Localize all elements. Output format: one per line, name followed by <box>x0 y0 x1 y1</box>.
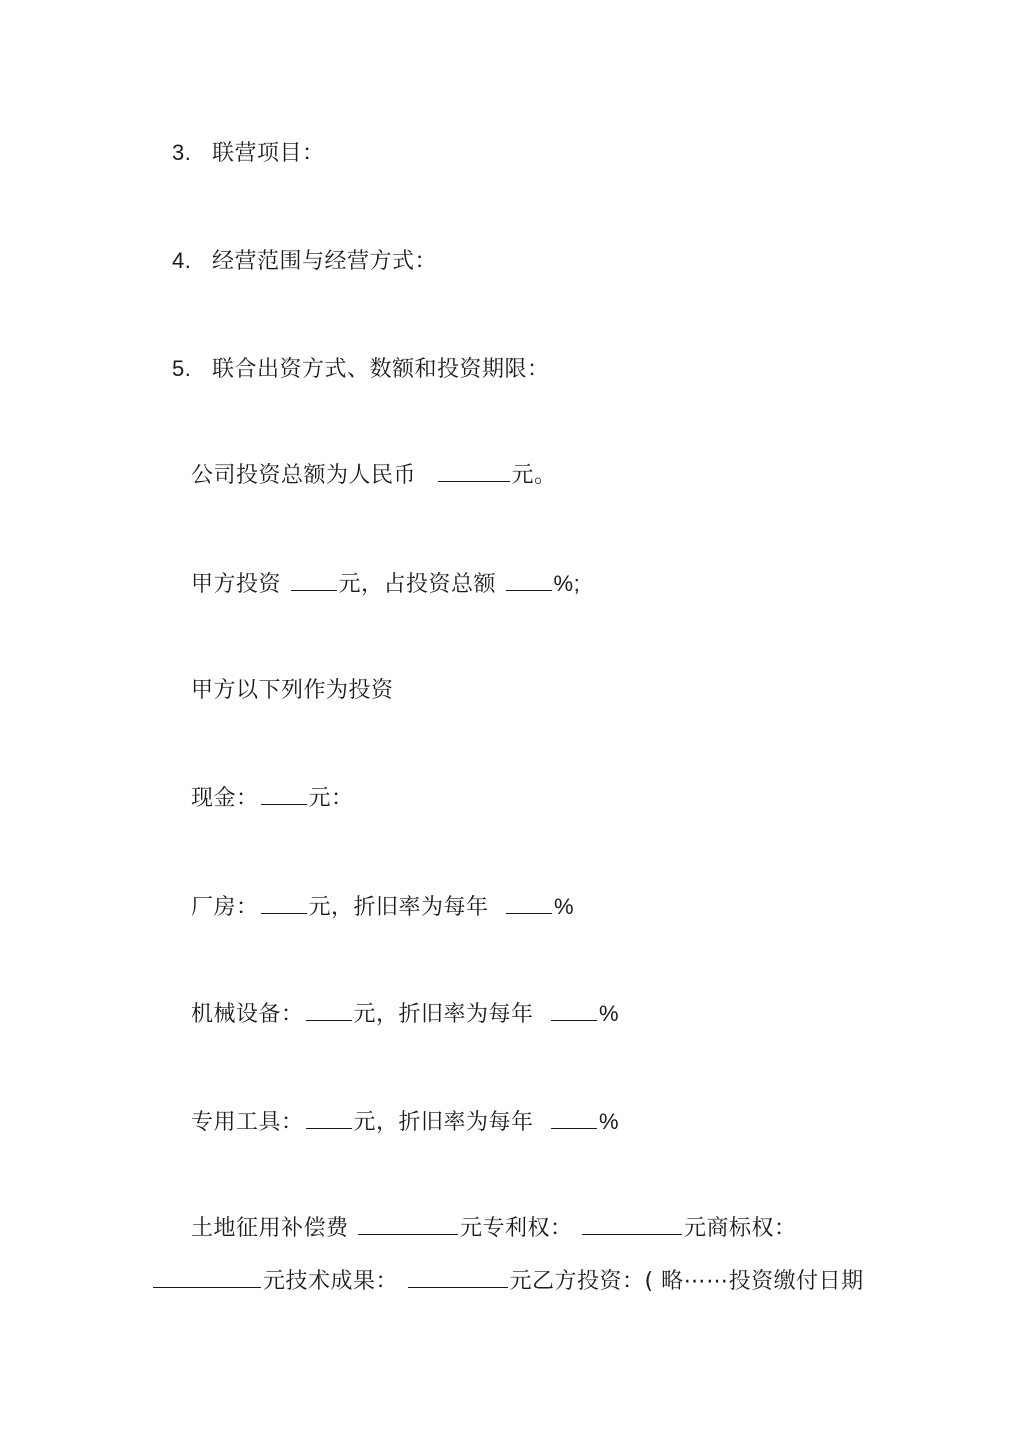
factory-line <box>191 892 574 923</box>
machinery-rate-blank[interactable] <box>551 1000 597 1021</box>
total-investment-unit: 元。 <box>511 463 557 488</box>
party-a-percent-blank[interactable] <box>506 570 552 591</box>
party-a-label: 甲方投资 <box>191 572 282 597</box>
party-a-share-label: 元，占投资总额 <box>338 572 497 597</box>
land-blank[interactable] <box>358 1214 458 1235</box>
machinery-depreciation-label: 元，折旧率为每年 <box>353 1002 534 1027</box>
machinery-percent-sign: % <box>599 1001 620 1026</box>
tech-label: 元技术成果： <box>263 1269 399 1294</box>
tools-amount-blank[interactable] <box>306 1108 352 1129</box>
trademark-label: 元商标权： <box>684 1216 797 1241</box>
factory-percent-sign: % <box>554 894 575 919</box>
land-label: 土地征用补偿费 <box>191 1216 349 1241</box>
item-text: 联合出资方式、数额和投资期限： <box>212 357 550 382</box>
total-investment-blank[interactable] <box>438 461 510 482</box>
land-line <box>191 1214 797 1244</box>
machinery-label: 机械设备： <box>191 1002 304 1027</box>
party-a-items-heading-text: 甲方以下列作为投资 <box>191 678 394 703</box>
payment-note: ( 略⋯⋯投资缴付日期 <box>644 1269 864 1294</box>
tech-line <box>153 1267 864 1297</box>
party-b-label: 元乙方投资： <box>509 1269 645 1294</box>
item-4 <box>172 246 437 277</box>
item-5 <box>172 354 550 385</box>
tech-blank[interactable] <box>408 1267 508 1288</box>
cash-line <box>191 784 354 814</box>
party-a-items-heading <box>191 676 394 706</box>
item-text: 联营项目： <box>212 141 325 166</box>
party-a-amount-blank[interactable] <box>291 570 337 591</box>
tools-depreciation-label: 元，折旧率为每年 <box>353 1110 534 1135</box>
tools-line <box>191 1107 619 1138</box>
machinery-line <box>191 999 619 1030</box>
factory-amount-blank[interactable] <box>261 893 307 914</box>
factory-label: 厂房： <box>191 895 259 920</box>
item-number: 4. <box>172 248 192 273</box>
total-investment-line <box>191 461 557 491</box>
party-a-investment-line <box>191 569 580 600</box>
item-3 <box>172 138 325 169</box>
tools-percent-sign: % <box>599 1109 620 1134</box>
tools-rate-blank[interactable] <box>551 1108 597 1129</box>
item-text: 经营范围与经营方式： <box>212 249 438 274</box>
total-investment-label: 公司投资总额为人民币 <box>191 463 417 488</box>
cash-label: 现金： <box>191 786 259 811</box>
patent-blank[interactable] <box>582 1214 682 1235</box>
cash-blank[interactable] <box>261 784 307 805</box>
cash-unit: 元： <box>308 786 354 811</box>
party-a-percent-sign: %; <box>553 571 581 596</box>
factory-rate-blank[interactable] <box>506 893 552 914</box>
machinery-amount-blank[interactable] <box>306 1000 352 1021</box>
trademark-blank[interactable] <box>153 1267 261 1288</box>
item-number: 3. <box>172 140 192 165</box>
item-number: 5. <box>172 356 192 381</box>
patent-label: 元专利权： <box>460 1216 573 1241</box>
factory-depreciation-label: 元，折旧率为每年 <box>308 895 489 920</box>
tools-label: 专用工具： <box>191 1110 304 1135</box>
